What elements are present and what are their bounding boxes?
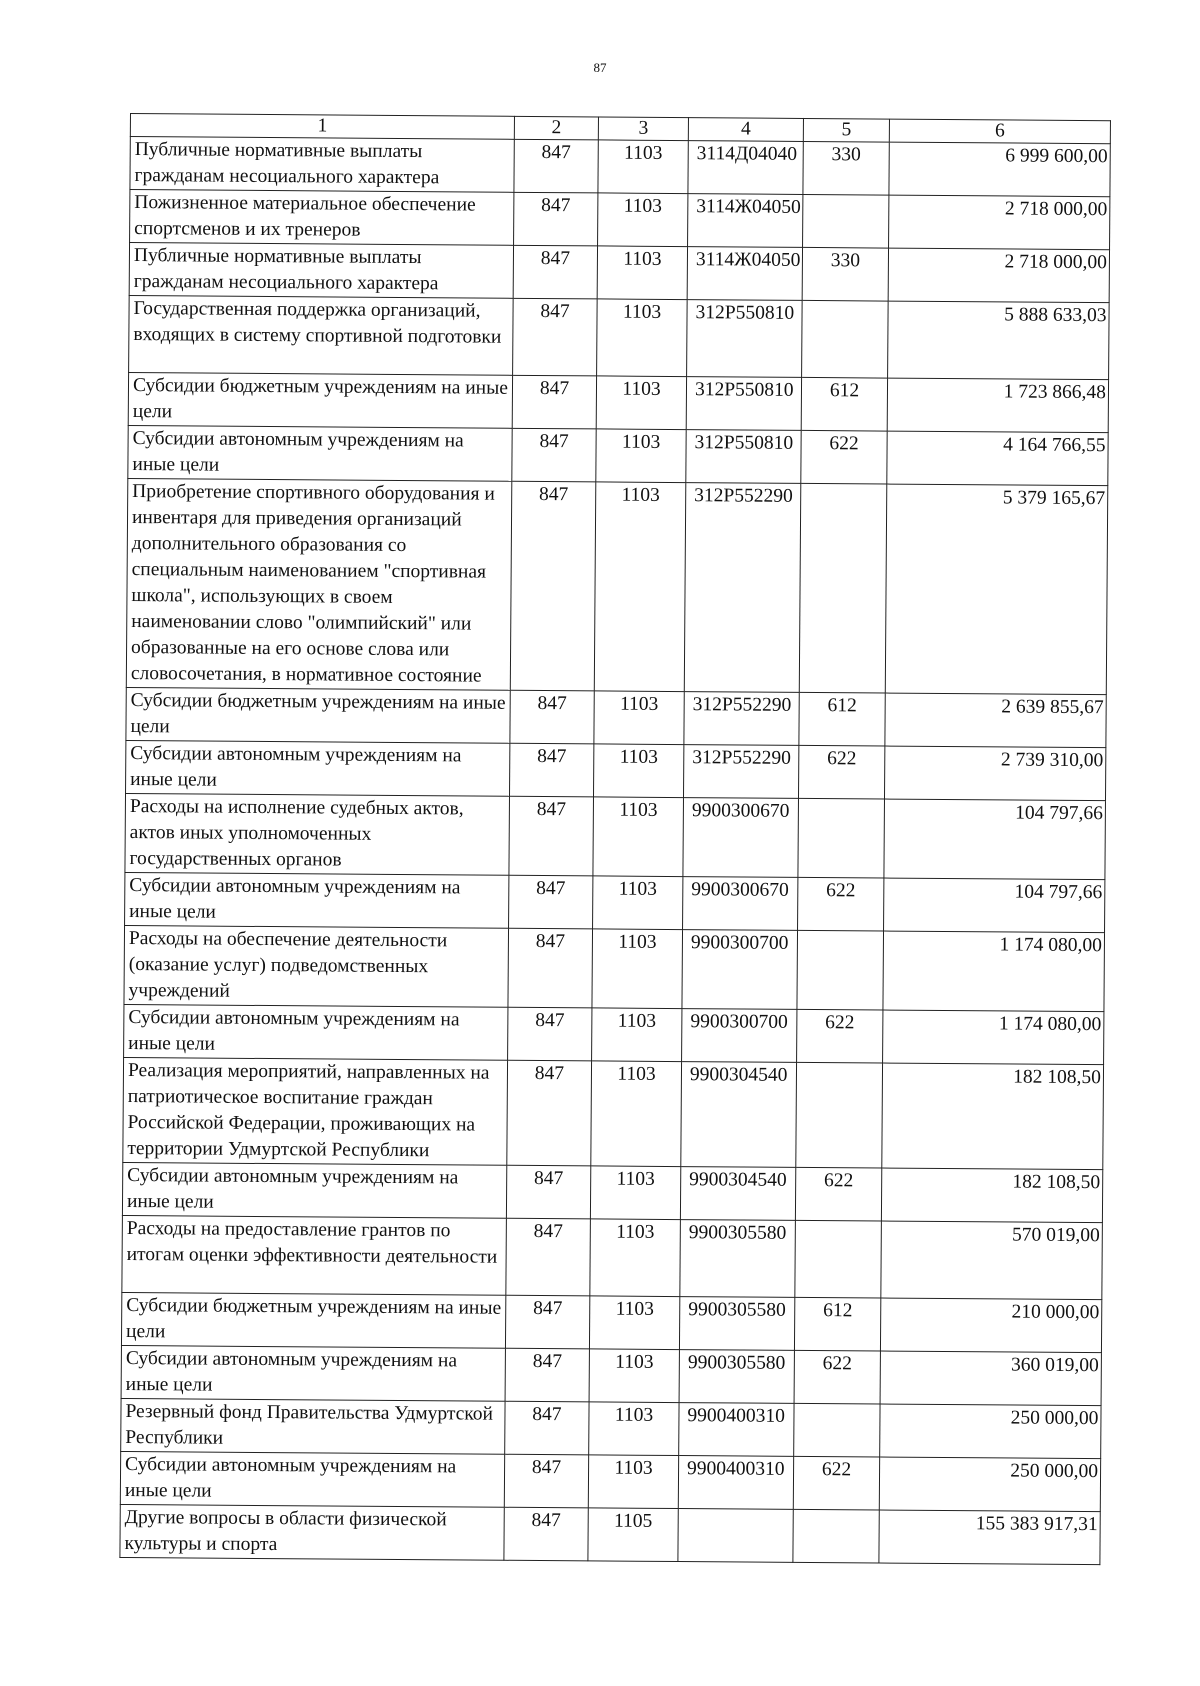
table-row (122, 1162, 1102, 1222)
row-name: Расходы на предоставление грантов по итогам оценки эффективности деятельности (122, 1215, 507, 1295)
table-row (123, 1057, 1104, 1169)
row-target-article: 9900400310 (679, 1403, 794, 1457)
row-amount: 1 174 080,00 (883, 931, 1105, 1012)
row-name: Субсидии автономным учреждениям на иные цели (121, 1345, 505, 1401)
row-amount: 4 164 766,55 (887, 431, 1108, 486)
row-expense-type: 622 (795, 1167, 881, 1221)
row-target-article: 9900304540 (681, 1062, 797, 1168)
row-section-code: 1103 (597, 299, 688, 377)
row-name: Расходы на обеспечение деятельности (оказание услуг) подведомственных учреждений (124, 925, 509, 1007)
row-expense-type (794, 1403, 880, 1457)
row-name: Приобретение спортивного оборудования и инвентаря для приведения организаций дополнительного образования со специальным наименованием "спортивная школа", использующих в своем наименовании слово "олимпийский" или образованные на его основе слова или словосочетания, в нормативное состояние (126, 478, 512, 690)
row-amount: 5 379 165,67 (885, 484, 1108, 695)
row-expense-type (799, 483, 887, 693)
row-section-code: 1103 (591, 1061, 682, 1167)
row-expense-type (802, 300, 889, 378)
budget-table-container (119, 113, 1110, 1565)
row-department-code: 847 (505, 1401, 589, 1455)
row-section-code: 1103 (597, 246, 687, 300)
row-name: Субсидии автономным учреждениям на иные цели (120, 1451, 504, 1507)
row-expense-type: 622 (793, 1456, 879, 1510)
row-department-code: 847 (508, 928, 593, 1008)
row-department-code: 847 (513, 298, 598, 376)
row-department-code: 847 (512, 375, 596, 429)
row-expense-type: 612 (799, 692, 885, 746)
row-target-article: 9900304540 (680, 1167, 795, 1221)
row-section-code: 1103 (590, 1166, 680, 1220)
row-target-article: 9900300670 (683, 798, 799, 878)
row-expense-type (796, 1062, 883, 1168)
table-row (121, 1345, 1101, 1405)
row-section-code: 1103 (589, 1349, 679, 1403)
table-row (126, 687, 1106, 747)
row-amount: 2 718 000,00 (888, 248, 1109, 303)
row-amount: 155 383 917,31 (879, 1510, 1100, 1565)
row-section-code: 1105 (588, 1508, 678, 1562)
table-row (121, 1398, 1101, 1458)
row-department-code: 847 (508, 1007, 592, 1061)
row-target-article: 312Р550810 (686, 430, 801, 484)
row-expense-type: 622 (798, 877, 884, 931)
row-expense-type: 612 (794, 1297, 880, 1351)
page-number: 87 (593, 60, 607, 75)
row-name: Пожизненное материальное обеспечение спортсменов и их тренеров (130, 190, 514, 246)
row-expense-type (797, 930, 884, 1010)
table-row (126, 478, 1108, 694)
row-name: Субсидии бюджетным учреждениям на иные цели (121, 1292, 505, 1348)
row-section-code: 1103 (598, 140, 688, 194)
row-amount: 1 174 080,00 (883, 1010, 1104, 1065)
row-amount: 104 797,66 (884, 799, 1106, 880)
row-amount: 570 019,00 (881, 1221, 1103, 1300)
table-row (122, 1215, 1103, 1299)
row-name: Субсидии бюджетным учреждениям на иные цели (126, 687, 510, 743)
table-row (120, 1504, 1100, 1564)
row-target-article: 9900305580 (679, 1350, 794, 1404)
row-target-article: 9900305580 (679, 1297, 794, 1351)
row-amount: 360 019,00 (880, 1351, 1101, 1406)
row-section-code: 1103 (593, 876, 683, 930)
table-row (124, 925, 1105, 1011)
row-target-article: 312Р550810 (686, 377, 801, 431)
row-section-code: 1103 (594, 691, 684, 745)
row-target-article: 312Р550810 (687, 300, 803, 378)
row-section-code: 1103 (592, 929, 683, 1009)
row-expense-type (793, 1509, 879, 1563)
table-row (125, 872, 1105, 932)
row-section-code: 1103 (596, 429, 686, 483)
row-amount: 210 000,00 (880, 1298, 1101, 1353)
row-name: Реализация мероприятий, направленных на патриотическое воспитание граждан Российской Федерации, проживающих на территории Удмуртской Республики (123, 1057, 508, 1165)
row-target-article: 3114Д04040 (688, 141, 803, 195)
table-row (130, 137, 1110, 197)
table-row (124, 1004, 1104, 1064)
row-department-code: 847 (507, 1060, 592, 1166)
row-department-code: 847 (510, 481, 596, 691)
row-target-article: 9900300700 (682, 1009, 797, 1063)
row-expense-type (803, 194, 889, 248)
table-row (121, 1292, 1101, 1352)
row-department-code: 847 (510, 690, 594, 744)
row-department-code: 847 (510, 743, 594, 797)
table-row (129, 295, 1110, 379)
row-expense-type: 622 (797, 1009, 883, 1063)
row-section-code: 1103 (594, 482, 686, 692)
row-section-code: 1103 (598, 193, 688, 247)
row-department-code: 847 (514, 192, 598, 246)
row-name: Субсидии автономным учреждениям на иные цели (126, 740, 510, 796)
row-department-code: 847 (509, 796, 594, 876)
row-amount: 1 723 866,48 (887, 378, 1108, 433)
row-name: Субсидии автономным учреждениям на иные цели (124, 1004, 508, 1060)
row-department-code: 847 (506, 1218, 591, 1296)
row-section-code: 1103 (596, 376, 686, 430)
table-row (128, 425, 1108, 485)
row-department-code: 847 (509, 875, 593, 929)
row-name: Публичные нормативные выплаты гражданам несоциального характера (129, 243, 513, 299)
table-row (120, 1451, 1100, 1511)
row-department-code: 847 (506, 1165, 590, 1219)
column-header: 3 (598, 117, 688, 141)
row-expense-type: 612 (801, 377, 887, 431)
row-section-code: 1103 (592, 1008, 682, 1062)
row-expense-type: 622 (801, 430, 887, 484)
row-name: Субсидии автономным учреждениям на иные цели (125, 872, 509, 928)
row-name: Другие вопросы в области физической культуры и спорта (120, 1504, 504, 1560)
column-header: 6 (889, 119, 1110, 144)
row-amount: 250 000,00 (880, 1404, 1101, 1459)
row-target-article: 312Р552290 (683, 745, 798, 799)
row-department-code: 847 (513, 245, 597, 299)
row-amount: 6 999 600,00 (889, 142, 1110, 197)
row-amount: 250 000,00 (879, 1457, 1100, 1512)
row-name: Государственная поддержка организаций, входящих в систему спортивной подготовки (129, 295, 514, 375)
row-name: Субсидии автономным учреждениям на иные цели (122, 1162, 506, 1218)
row-name: Субсидии бюджетным учреждениям на иные цели (128, 372, 512, 428)
row-target-article: 312Р552290 (684, 692, 799, 746)
row-section-code: 1103 (593, 797, 684, 877)
table-row (126, 740, 1106, 800)
row-expense-type: 330 (803, 141, 889, 195)
row-name: Публичные нормативные выплаты гражданам несоциального характера (130, 137, 514, 193)
row-section-code: 1103 (589, 1296, 679, 1350)
budget-table (119, 113, 1111, 1565)
row-expense-type: 622 (798, 745, 884, 799)
column-header: 5 (803, 118, 889, 142)
row-name: Расходы на исполнение судебных актов, актов иных уполномоченных государственных органов (125, 793, 510, 875)
row-department-code: 847 (504, 1454, 588, 1508)
row-section-code: 1103 (589, 1402, 679, 1456)
row-department-code: 847 (505, 1348, 589, 1402)
row-amount: 2 739 310,00 (884, 746, 1105, 801)
row-section-code: 1103 (588, 1455, 678, 1509)
row-target-article: 312Р552290 (684, 483, 801, 693)
row-target-article (678, 1509, 793, 1563)
row-amount: 5 888 633,03 (888, 301, 1110, 380)
table-row (130, 190, 1110, 250)
row-amount: 2 718 000,00 (889, 195, 1110, 250)
row-name: Резервный фонд Правительства Удмуртской Республики (121, 1398, 505, 1454)
row-amount: 182 108,50 (882, 1063, 1104, 1170)
row-target-article: 9900300670 (683, 877, 798, 931)
table-row (125, 793, 1106, 879)
row-department-code: 847 (505, 1295, 589, 1349)
row-amount: 182 108,50 (881, 1168, 1102, 1223)
row-department-code: 847 (512, 428, 596, 482)
table-row (128, 372, 1108, 432)
row-target-article: 3114Ж04050 (688, 194, 803, 248)
row-section-code: 1103 (593, 744, 683, 798)
row-target-article: 9900305580 (680, 1220, 796, 1298)
column-header: 1 (130, 114, 514, 140)
row-department-code: 847 (504, 1507, 588, 1561)
row-target-article: 9900400310 (678, 1456, 793, 1510)
row-expense-type: 622 (794, 1350, 880, 1404)
row-department-code: 847 (514, 139, 598, 193)
column-header: 4 (688, 118, 803, 142)
row-section-code: 1103 (590, 1219, 681, 1297)
row-expense-type: 330 (802, 247, 888, 301)
table-row (129, 243, 1109, 303)
row-name: Субсидии автономным учреждениям на иные цели (128, 425, 512, 481)
row-target-article: 3114Ж04050 (687, 247, 802, 301)
row-amount: 104 797,66 (884, 878, 1105, 933)
row-amount: 2 639 855,67 (885, 693, 1106, 748)
row-expense-type (795, 1220, 882, 1298)
column-header: 2 (514, 116, 598, 140)
row-target-article: 9900300700 (682, 930, 798, 1010)
row-expense-type (798, 798, 885, 878)
